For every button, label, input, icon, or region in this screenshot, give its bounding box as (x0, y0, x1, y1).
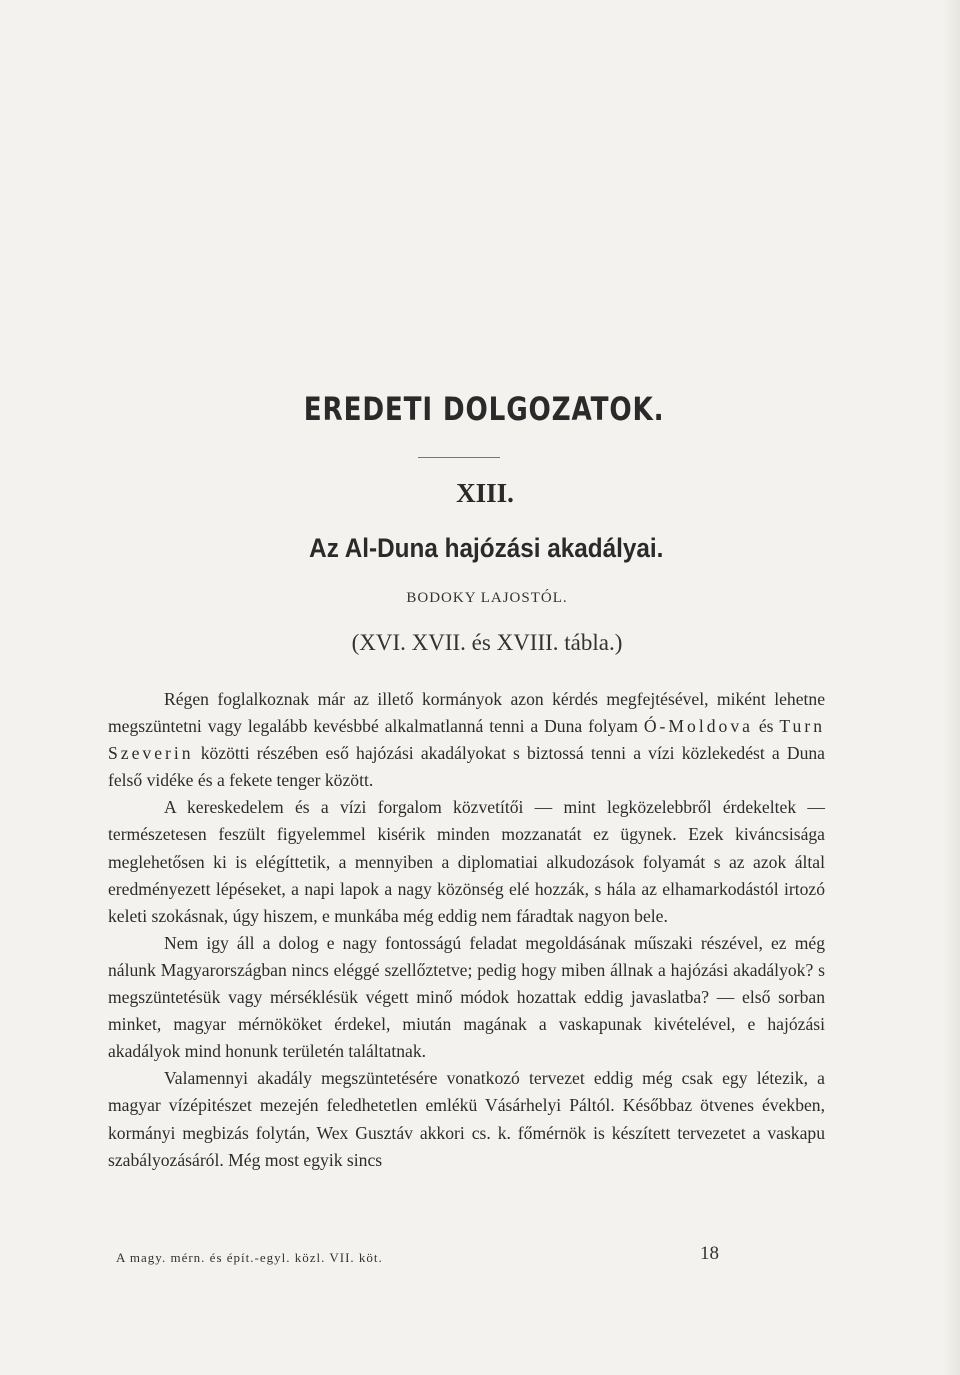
article-title: Az Al-Duna hajózási akadályai. (309, 533, 664, 563)
place-name-old-moldova: Ó-Moldova (643, 716, 753, 737)
scan-edge (942, 0, 960, 1375)
place-name-turn-severin: Turn Szeverin (108, 716, 826, 764)
paragraph-3: Nem igy áll a dolog e nagy fontosságú feladat megoldásának műszaki részével, ez még nálunk Magyarországban nincs eléggé szellőztetve; pedig hogy miben állnak a hajózási akadályok? s megszüntetésük vagy mérséklésük végett minő módok hozattak eddig javaslatba? — első sorban minket, magyar mérnököket érdekel, miután magának a vaskapunak kivételével, e hajózási akadályok mind honunk területén találtatnak. (108, 932, 825, 1062)
paragraph-4: Valamennyi akadály megszüntetésére vonatkozó tervezet eddig még csak egy létezik, a magyar vízépitészet mezején feledhetetlen emlékü Vásárhelyi Páltól. Későbbaz ötvenes években, kormányi megbizás folytán, Wex Gusztáv akkori cs. k. főmérnök is készített tervezetet a vaskapu szabályozásáról. Még most egyik sincs (108, 1068, 825, 1170)
heading-rule (418, 457, 500, 458)
page-footer (108, 1243, 825, 1273)
plates-reference: (XVI. XVII. és XVIII. tábla.) (351, 630, 623, 655)
section-heading: EREDETI DOLGOZATOK. (303, 390, 665, 428)
paragraph-2: A kereskedelem és a vízi forgalom közvetítői — mint legközelebbről érdekeltek — természetesen feszült figyelemmel kisérik minden mozzanatát ez ügynek. Ezek kiváncsisága meglehetősen ki is elégíttetik, a mennyiben a diplomatiai alkudozások folyamát s az azok által eredményezett lépéseket, a napi lapok a nagy közönség elé hozzák, s hála az elhamarkodástól irtozó keleti szokásnak, úgy hiszem, e munkába még eddig nem fáradtak nagyon bele. (108, 797, 825, 926)
paragraph-1 (108, 686, 825, 794)
paragraph-1-before: Régen foglalkoznak már az illető kormányok azon kérdés megfejtésével, miként lehetne megszüntetni vagy legalább kevésbbé alkalmatlanná tenni a Duna folyam (108, 689, 825, 737)
author-line: BODOKY LAJOSTÓL. (406, 590, 568, 606)
page-number: 18 (700, 1243, 719, 1264)
body-text (108, 686, 825, 1174)
paragraph-1-middle: és (752, 716, 780, 737)
section-number: XIII. (456, 478, 514, 508)
paragraph-1-after: közötti részében eső hajózási akadályokat s biztossá tenni a vízi közlekedést a Duna felső vidéke és a fekete tenger között. (108, 743, 825, 791)
journal-reference: A magy. mérn. és épít.-egyl. közl. VII. köt. (116, 1250, 383, 1265)
